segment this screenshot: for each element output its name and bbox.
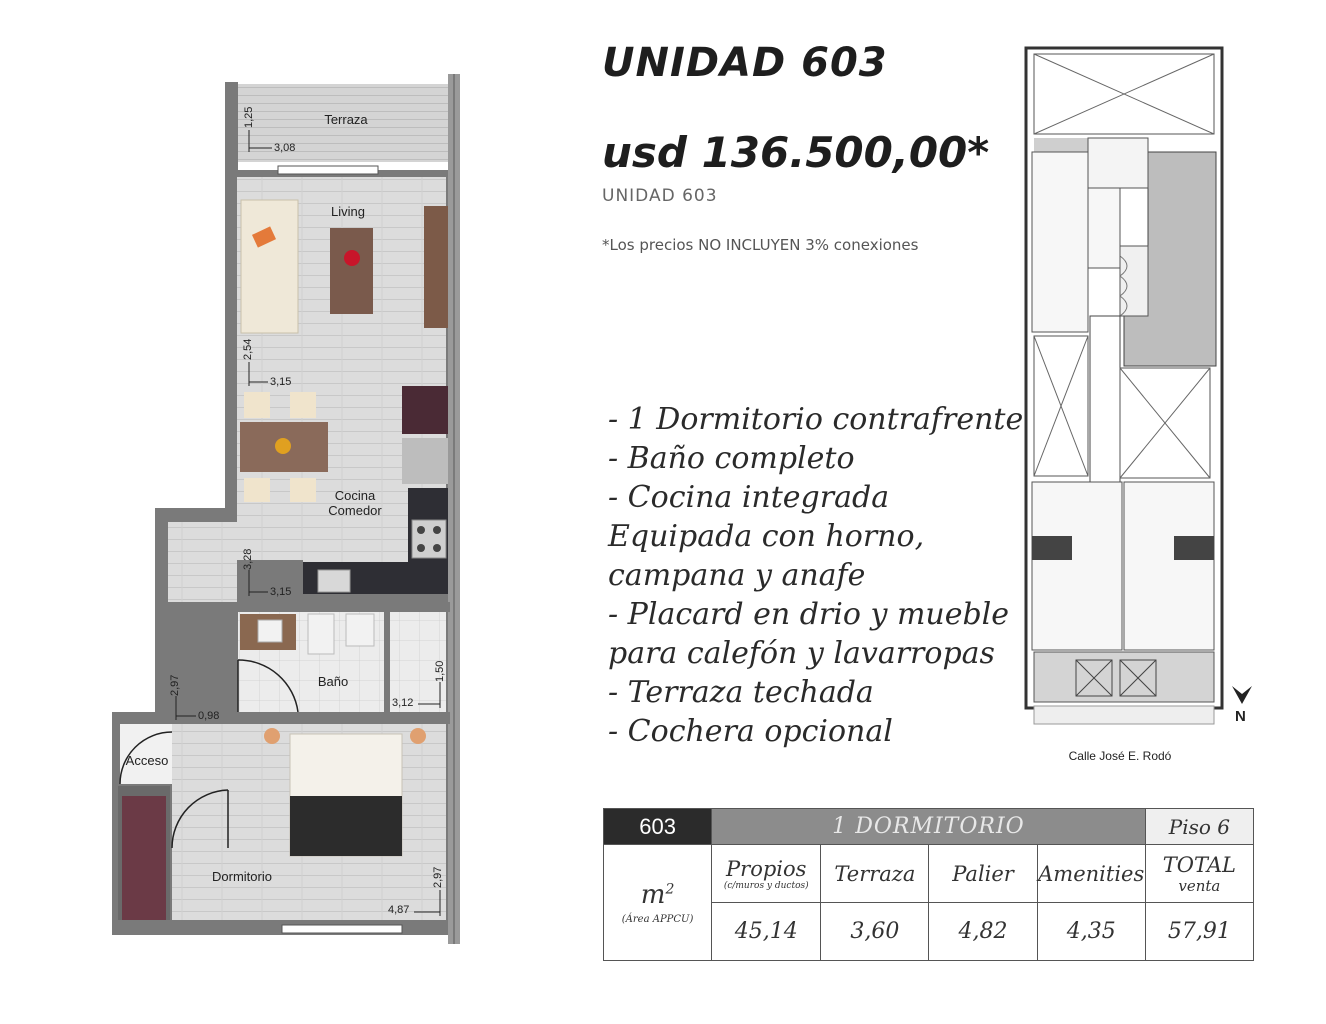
dim-living-h: 2,54 xyxy=(242,338,254,360)
feature-item: - Terraza techada xyxy=(608,675,874,710)
value-terraza: 3,60 xyxy=(821,903,929,961)
north-label: N xyxy=(1235,708,1246,725)
col-propios-label: Propios xyxy=(726,856,807,881)
unit-subtitle: UNIDAD 603 xyxy=(602,186,718,206)
room-label-living: Living xyxy=(331,204,365,219)
features-list xyxy=(608,400,1028,751)
value-amenities: 4,35 xyxy=(1037,903,1145,961)
table-floor: Piso 6 xyxy=(1145,809,1253,845)
room-label-dormitorio: Dormitorio xyxy=(212,869,272,884)
feature-item: campana y anafe xyxy=(608,558,866,593)
m2-sup: 2 xyxy=(665,881,675,898)
dim-living-w: 3,15 xyxy=(270,376,292,388)
north-arrow xyxy=(1228,682,1256,732)
col-propios xyxy=(712,845,821,903)
col-total xyxy=(1145,845,1253,903)
feature-item: - Cocina integrada xyxy=(608,480,890,515)
street-label: Calle José E. Rodó xyxy=(1068,749,1172,763)
feature-item: - 1 Dormitorio contrafrente xyxy=(608,402,1024,437)
value-propios: 45,14 xyxy=(712,903,821,961)
feature-item: - Cochera opcional xyxy=(608,714,893,749)
room-label-comedor: Comedor xyxy=(328,503,382,518)
table-unit-number: 603 xyxy=(604,809,712,845)
table-m2-cell xyxy=(604,845,712,961)
dim-terraza-h: 1,25 xyxy=(243,106,255,128)
room-label-bano: Baño xyxy=(317,674,349,689)
value-total: 57,91 xyxy=(1145,903,1253,961)
dim-acceso-w: 0,98 xyxy=(198,710,220,722)
room-label-terraza: Terraza xyxy=(324,112,368,127)
feature-item: para calefón y lavarropas xyxy=(608,636,995,671)
room-label-cocina: Cocina xyxy=(334,488,376,503)
building-floor-plan xyxy=(1024,46,1224,736)
table-header-row xyxy=(604,809,1254,845)
dim-acceso-h: 2,97 xyxy=(169,674,181,696)
col-amenities: Amenities xyxy=(1037,845,1145,903)
col-propios-note: (c/muros y ductos) xyxy=(723,880,809,891)
dim-terraza-w: 3,08 xyxy=(274,142,296,154)
m2-note: (Área APPCU) xyxy=(621,914,694,925)
dim-dorm-h: 2,97 xyxy=(432,866,444,888)
table-unit-type: 1 DORMITORIO xyxy=(712,809,1146,845)
table-column-headers xyxy=(604,845,1254,903)
col-total-label: TOTAL xyxy=(1162,852,1236,877)
surface-table xyxy=(603,808,1254,961)
dim-bano-h: 1,50 xyxy=(434,660,446,682)
room-label-acceso: Acceso xyxy=(125,753,169,768)
dim-cocina-h: 3,28 xyxy=(242,548,254,570)
feature-item: Equipada con horno, xyxy=(608,519,925,554)
m2-label: m xyxy=(640,880,666,910)
unit-title: UNIDAD 603 xyxy=(602,40,888,86)
price-note: *Los precios NO INCLUYEN 3% conexiones xyxy=(602,236,919,254)
col-total-note: venta xyxy=(1178,876,1221,895)
dim-bano-w: 3,12 xyxy=(392,697,414,709)
unit-price: usd 136.500,00* xyxy=(602,128,990,177)
value-palier: 4,82 xyxy=(929,903,1037,961)
dim-dorm-w: 4,87 xyxy=(388,904,410,916)
feature-item: - Placard en drio y mueble xyxy=(608,597,1010,632)
dim-cocina-w: 3,15 xyxy=(270,586,292,598)
col-terraza: Terraza xyxy=(821,845,929,903)
feature-item: - Baño completo xyxy=(608,441,855,476)
col-palier: Palier xyxy=(929,845,1037,903)
